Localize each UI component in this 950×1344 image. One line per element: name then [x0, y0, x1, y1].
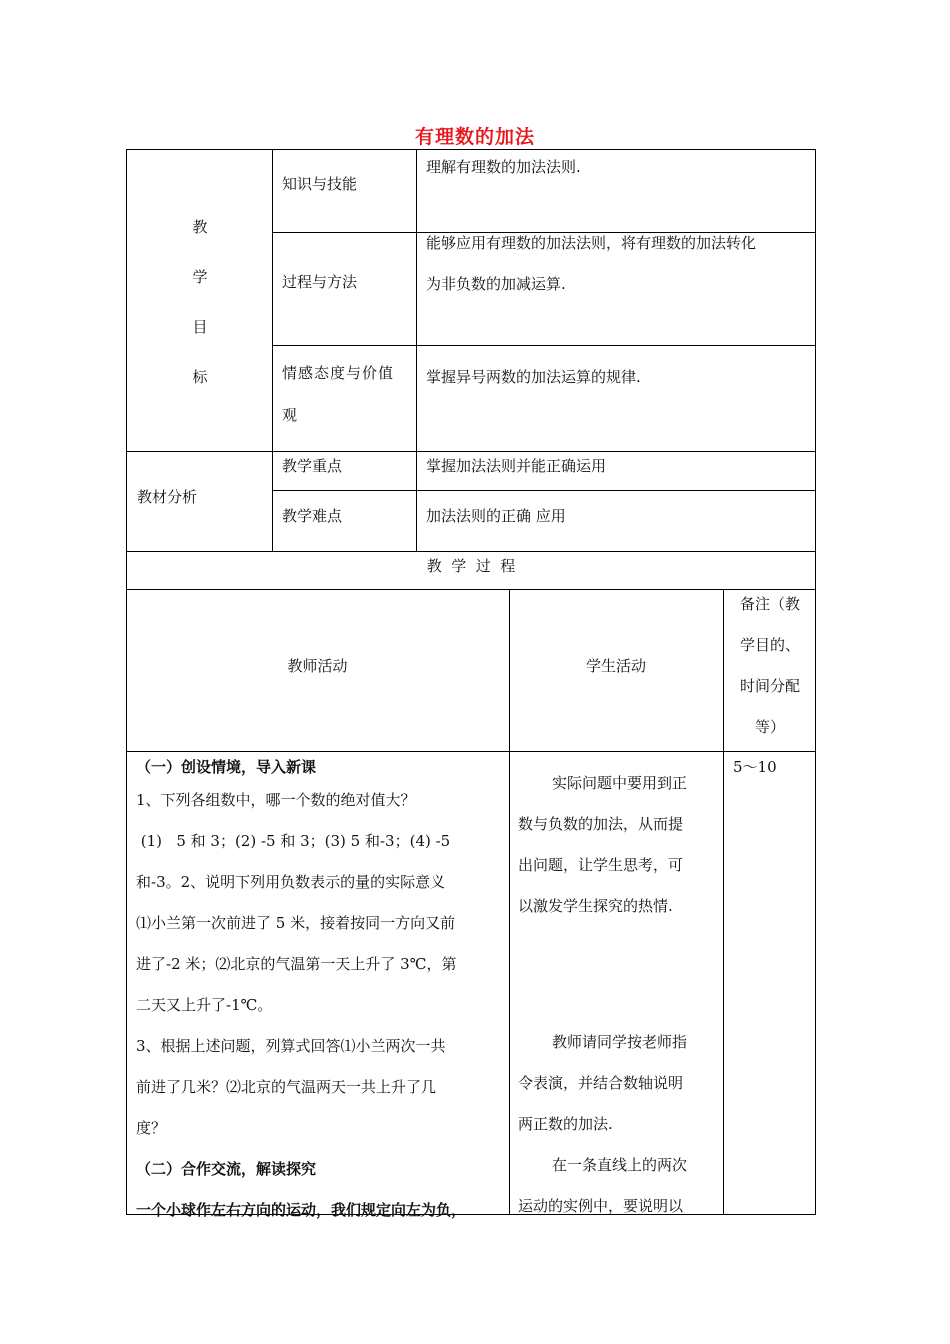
row-divider — [126, 751, 816, 752]
notes-time: 5～10 — [733, 758, 777, 776]
material-difficulty-content: 加法法则的正确 应用 — [426, 507, 566, 525]
objective-category-attitude-line1: 情感态度与价值 — [282, 364, 395, 382]
table-border-right — [815, 149, 816, 1215]
student-activity-text-2: 教师请同学按老师指 令表演，并结合数轴说明 两正数的加法. 在一条直线上的两次 运动的实例中，要说明以 — [518, 1033, 688, 1215]
objective-content-process-line2: 为非负数的加减运算. — [426, 275, 566, 293]
row-divider — [126, 589, 816, 590]
objective-category-process: 过程与方法 — [282, 273, 358, 291]
objective-content-knowledge: 理解有理数的加法法则. — [426, 158, 581, 176]
column-divider — [723, 589, 724, 1215]
objective-content-process-line1: 能够应用有理数的加法法则，将有理数的加法转化 — [426, 234, 757, 252]
material-key-point-label: 教学重点 — [282, 457, 343, 475]
page-title: 有理数的加法 — [414, 126, 535, 148]
student-activity-text-1: 实际问题中要用到正 数与负数的加法，从而提 出问题，让学生思考，可 以激发学生探究的热情. — [518, 774, 688, 915]
row-divider — [272, 345, 816, 346]
student-activity-header: 学生活动 — [585, 657, 646, 675]
column-divider — [509, 589, 510, 1215]
objective-category-knowledge: 知识与技能 — [282, 175, 358, 193]
column-divider — [272, 149, 273, 552]
table-border-top — [126, 149, 816, 150]
objective-category-attitude-line2: 观 — [282, 406, 298, 424]
column-divider — [416, 149, 417, 552]
material-difficulty-label: 教学难点 — [282, 507, 343, 525]
material-key-point-content: 掌握加法法则并能正确运用 — [426, 457, 607, 475]
process-header: 教 学 过 程 — [426, 557, 516, 575]
row-divider — [126, 451, 816, 452]
table-border-left — [126, 149, 127, 1215]
row-divider — [272, 490, 816, 491]
material-analysis-label: 教材分析 — [137, 488, 198, 506]
notes-header: 备注（教 学目的、 时间分配 等） — [739, 595, 800, 736]
row-divider — [126, 551, 816, 552]
teacher-activity-text: （一）创设情境，导入新课 1、下列各组数中，哪一个数的绝对值大？ (1) 5 和 3；(2) -5 和 3；(3) 5 和-3；(4) -5 和-3。2、说明下列用负数表示的量的实际意义 ⑴小兰第一次前进了 5 米，接着按同一方向又前 进了-2 米；⑵北京的气温第一天上升了 3℃，第 二天又上升了-1℃。 3、根据上述问题，列算式回答⑴小兰两次一共 前进了几米？⑵北京的气温两天一共上升了几 度？ （二）合作交流，解读探究 一个小球作左右方向的运动，我们规定向左为负， — [136, 758, 467, 1219]
objectives-label: 教 学 目 标 — [192, 218, 208, 386]
objective-content-attitude: 掌握异号两数的加法运算的规律. — [426, 368, 641, 386]
teacher-activity-header: 教师活动 — [287, 657, 348, 675]
